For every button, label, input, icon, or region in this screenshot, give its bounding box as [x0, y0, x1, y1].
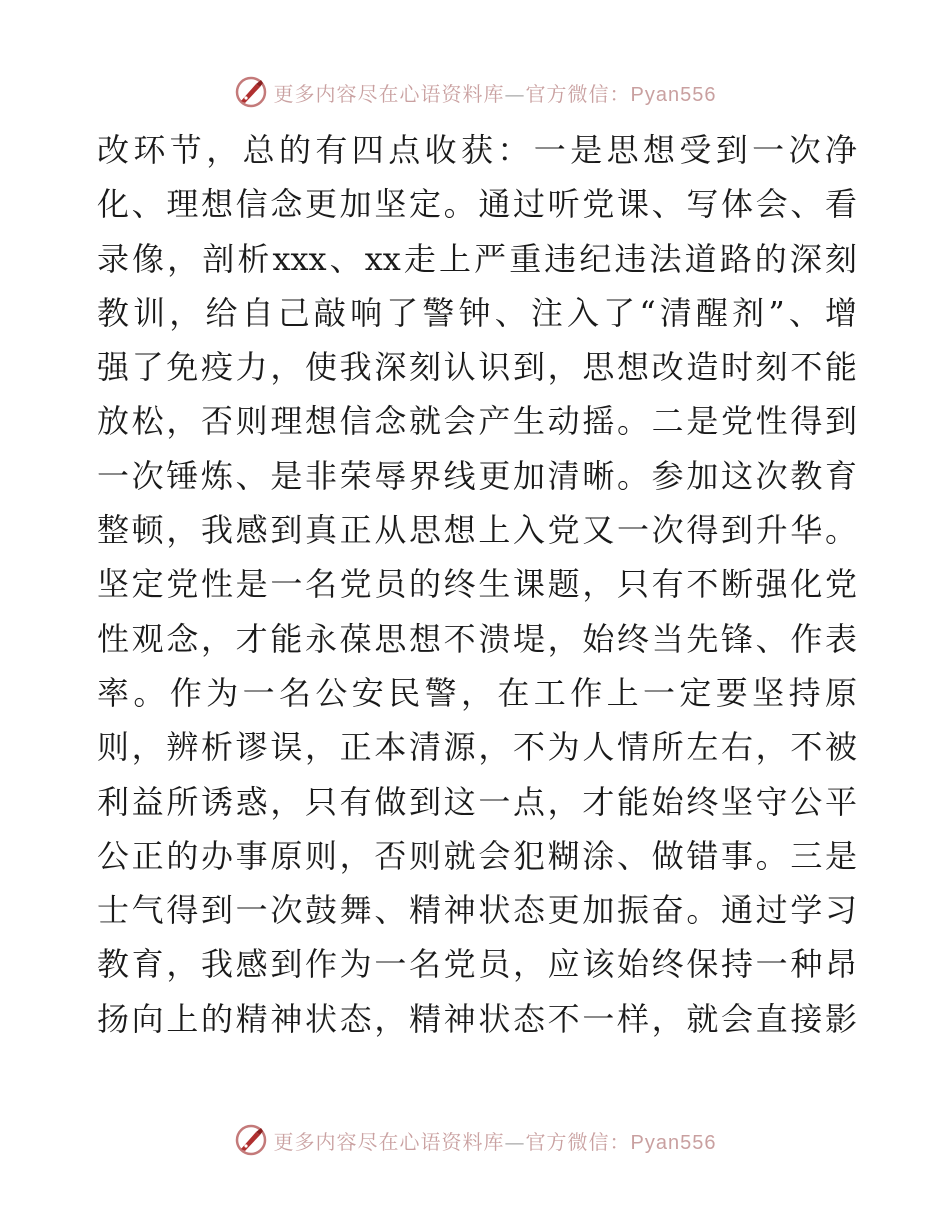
- body-line: 性观念，才能永葆思想不溃堤，始终当先锋、作表: [97, 619, 857, 658]
- body-line: 率。作为一名公安民警，在工作上一定要坚持原: [97, 673, 857, 712]
- document-body: [97, 123, 857, 1046]
- body-line: 强了免疫力，使我深刻认识到，思想改造时刻不能: [97, 348, 857, 387]
- watermark-separator: —: [504, 1129, 526, 1154]
- header-watermark: [0, 72, 950, 112]
- body-line: 改环节，总的有四点收获：一是思想受到一次净: [97, 131, 857, 169]
- body-line: 扬向上的精神状态，精神状态不一样，就会直接影: [97, 999, 857, 1038]
- body-line: 利益所诱惑，只有做到这一点，才能始终坚守公平: [97, 782, 857, 821]
- body-line: 放松，否则理想信念就会产生动摇。二是党性得到: [97, 402, 857, 441]
- watermark-wechat-id: Pyan556: [630, 1131, 717, 1154]
- body-line: 士气得到一次鼓舞、精神状态更加振奋。通过学习: [97, 891, 857, 930]
- watermark-site-text: 更多内容尽在心语资料库: [273, 1129, 505, 1154]
- body-line: 则，辨析谬误，正本清源，不为人情所左右，不被: [97, 728, 857, 767]
- body-line: 公正的办事原则，否则就会犯糊涂、做错事。三是: [97, 836, 857, 875]
- body-line: 录像，剖析xxx、xx走上严重违纪违法道路的深刻: [97, 239, 857, 278]
- pen-nib-logo-icon: [234, 75, 268, 109]
- body-line: 教训，给自己敲响了警钟、注入了“清醒剂”、增: [97, 293, 857, 332]
- watermark-wechat-label: 官方微信：: [525, 81, 631, 106]
- watermark-site-text: 更多内容尽在心语资料库: [273, 81, 505, 106]
- watermark-wechat-label: 官方微信：: [525, 1129, 631, 1154]
- footer-watermark: [0, 1120, 950, 1160]
- body-line: 化、理想信念更加坚定。通过听党课、写体会、看: [97, 185, 857, 224]
- watermark-separator: —: [504, 81, 526, 106]
- watermark-wechat-id: Pyan556: [630, 83, 717, 106]
- body-line: 坚定党性是一名党员的终生课题，只有不断强化党: [97, 565, 857, 604]
- body-line: 整顿，我感到真正从思想上入党又一次得到升华。: [97, 511, 857, 550]
- pen-nib-logo-icon: [234, 1123, 268, 1157]
- body-line: 一次锤炼、是非荣辱界线更加清晰。参加这次教育: [97, 456, 857, 495]
- body-line: 教育，我感到作为一名党员，应该始终保持一种昂: [97, 945, 857, 984]
